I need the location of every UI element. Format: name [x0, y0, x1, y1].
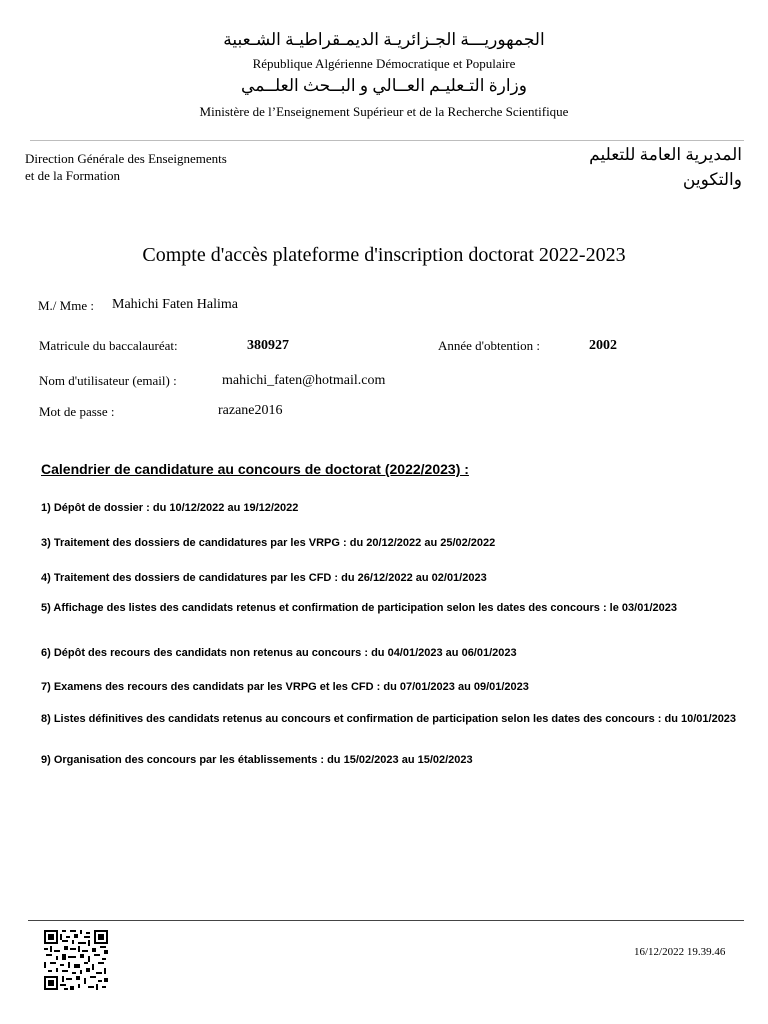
direction-french [25, 150, 227, 184]
password-label: Mot de passe : [39, 404, 115, 419]
direction-arabic [589, 142, 742, 192]
candidate-name: Mahichi Faten Halima [112, 297, 238, 312]
graduation-year-value: 2002 [589, 338, 617, 353]
direction-arabic-line1: المديرية العامة للتعليم [589, 145, 742, 164]
calendar-item: 4) Traitement des dossiers de candidatures par les CFD : du 26/12/2022 au 02/01/2023 [41, 572, 487, 584]
calendar-item: 3) Traitement des dossiers de candidatures par les VRPG : du 20/12/2022 au 25/02/2022 [41, 537, 496, 549]
ministry-name-arabic: وزارة التـعليـم العــالي و البــحث العلــمي [241, 76, 527, 95]
username-value: mahichi_faten@hotmail.com [222, 373, 386, 388]
generation-timestamp: 16/12/2022 19.39.46 [634, 946, 726, 958]
calendar-item: 1) Dépôt de dossier : du 10/12/2022 au 19/12/2022 [41, 502, 299, 514]
bac-number-label: Matricule du baccalauréat: [39, 338, 178, 353]
republic-name-arabic: الجمهوريـــة الجـزائريـة الديمـقراطيـة الشـعبية [223, 30, 545, 49]
qr-code-icon [44, 930, 108, 990]
calendar-item: 5) Affichage des listes des candidats retenus et confirmation de participation selon les dates des concours : le 03/01/2023 [41, 602, 677, 614]
direction-french-line2: et de la Formation [25, 168, 120, 183]
calendar-item: 8) Listes définitives des candidats retenus au concours et confirmation de participation selon les dates des concours : du 10/01/2023 [41, 713, 737, 725]
bac-number-value: 380927 [247, 338, 289, 353]
footer-divider [28, 920, 744, 921]
republic-name-french: République Algérienne Démocratique et Populaire [252, 56, 516, 71]
calendar-item: 7) Examens des recours des candidats par les VRPG et les CFD : du 07/01/2023 au 09/01/2023 [41, 681, 529, 693]
username-label: Nom d'utilisateur (email) : [39, 373, 177, 388]
header-divider [30, 140, 744, 141]
direction-french-line1: Direction Générale des Enseignements [25, 151, 227, 166]
calendar-title: Calendrier de candidature au concours de doctorat (2022/2023) : [41, 461, 469, 477]
password-value: razane2016 [218, 403, 283, 418]
calendar-item: 6) Dépôt des recours des candidats non retenus au concours : du 04/01/2023 au 06/01/2023 [41, 647, 517, 659]
ministry-name-french: Ministère de l’Enseignement Supérieur et de la Recherche Scientifique [199, 104, 569, 119]
graduation-year-label: Année d'obtention : [438, 338, 540, 353]
calendar-item: 9) Organisation des concours par les établissements : du 15/02/2023 au 15/02/2023 [41, 754, 473, 766]
direction-arabic-line2: والتكوين [682, 170, 742, 189]
civility-label: M./ Mme : [38, 298, 94, 313]
document-title: Compte d'accès plateforme d'inscription doctorat 2022-2023 [142, 244, 626, 266]
